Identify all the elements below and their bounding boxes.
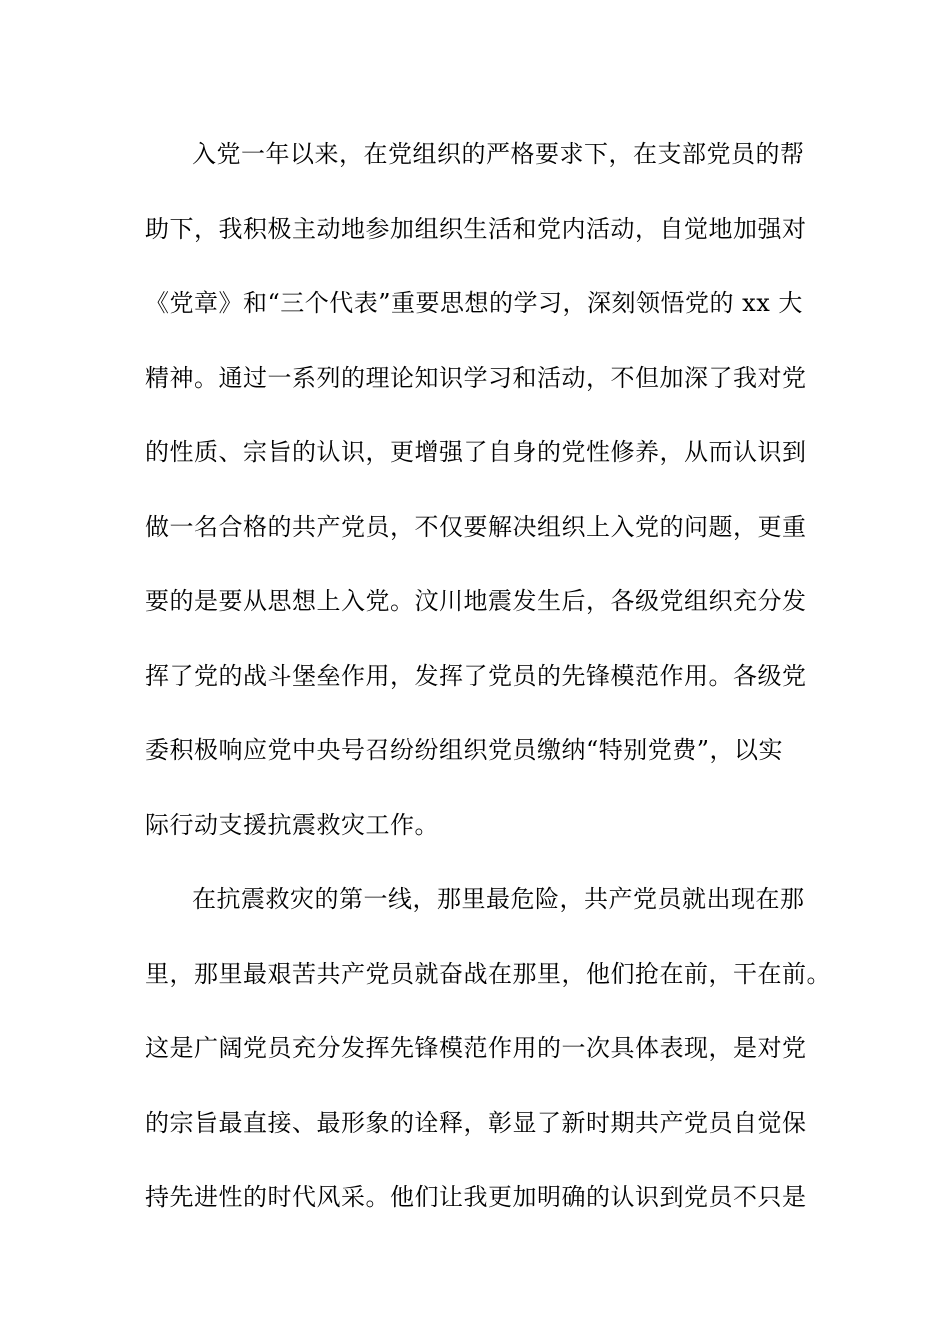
text-line: 委积极响应党中央号召纷纷组织党员缴纳“特别党费”，以实 [145, 736, 784, 764]
text-line: 的性质、宗旨的认识，更增强了自身的党性修养，从而认识到 [145, 438, 807, 466]
text-line: 的宗旨最直接、最形象的诠释，彰显了新时期共产党员自觉保 [145, 1108, 807, 1137]
text-line: 做一名合格的共产党员，不仅要解决组织上入党的问题，更重 [145, 512, 807, 541]
text-line: 《党章》和“三个代表”重要思想的学习，深刻领悟党的 xx 大 [145, 289, 803, 317]
text-line: 持先进性的时代风采。他们让我更加明确的认识到党员不只是 [145, 1183, 807, 1211]
text-line: 在抗震救灾的第一线，那里最危险，共产党员就出现在那 [192, 885, 805, 913]
text-line: 挥了党的战斗堡垒作用，发挥了党员的先锋模范作用。各级党 [145, 661, 807, 690]
document-body [145, 128, 831, 1246]
text-line: 里，那里最艰苦共产党员就奋战在那里，他们抢在前，干在前。 [145, 959, 831, 988]
paragraph-1 [145, 128, 810, 873]
paragraph-2 [145, 873, 831, 1246]
text-line: 助下，我积极主动地参加组织生活和党内活动，自觉地加强对 [145, 214, 807, 243]
text-line: 际行动支援抗震救灾工作。 [145, 810, 439, 839]
text-line: 要的是要从思想上入党。汶川地震发生后，各级党组织充分发 [145, 587, 807, 615]
text-line: 精神。通过一系列的理论知识学习和活动，不但加深了我对党 [145, 363, 807, 392]
text-line: 入党一年以来，在党组织的严格要求下，在支部党员的帮 [192, 140, 805, 168]
text-line: 这是广阔党员充分发挥先锋模范作用的一次具体表现，是对党 [145, 1034, 807, 1062]
